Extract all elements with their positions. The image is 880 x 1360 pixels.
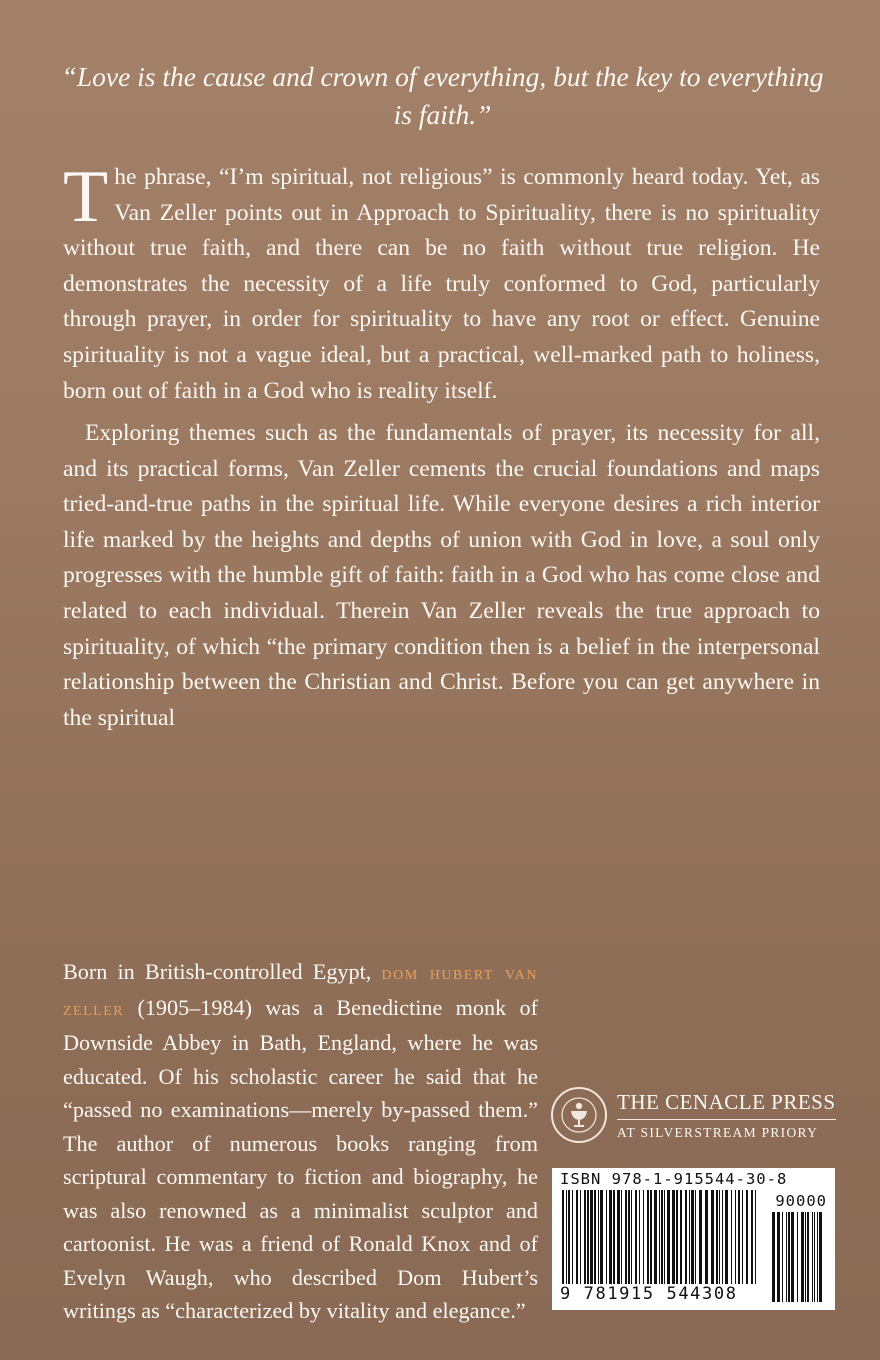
barcode-bar: [594, 1190, 596, 1290]
barcode-bar: [572, 1190, 573, 1290]
barcode-bar: [801, 1212, 804, 1302]
barcode-bar: [650, 1190, 652, 1290]
barcode-bar: [689, 1190, 690, 1290]
barcode-bar: [654, 1190, 657, 1290]
barcode-digits: 9 781915 544308: [560, 1284, 772, 1304]
barcode-bar: [742, 1190, 743, 1290]
barcode-bar: [587, 1190, 589, 1290]
barcode-bar: [584, 1190, 586, 1290]
publisher-name: THE CENACLE PRESS: [617, 1090, 836, 1120]
barcode-bar: [672, 1190, 675, 1290]
barcode-bar: [812, 1212, 813, 1302]
barcode-bar: [676, 1190, 678, 1290]
barcode-bar: [817, 1212, 818, 1302]
barcode-bar: [680, 1190, 682, 1290]
barcode-bar: [725, 1190, 728, 1290]
barcode-bar: [639, 1190, 640, 1290]
barcode-bar: [746, 1190, 748, 1290]
isbn-label: ISBN 978-1-915544-30-8: [560, 1170, 788, 1188]
bio-rest: (1905–1984) was a Benedictine monk of Downside Abbey in Bath, England, where he was educated. Of his scholastic career he said that he “passed no examinations—merely by-passed them.” The author of numerous books ranging from scriptural commentary to fiction and biography, he was also renowned as a minimalist sculptor and cartoonist. He was a friend of Ronald Knox and of Evelyn Waugh, who described Dom Hubert’s writings as “characterized by vitality and elegance.”: [63, 994, 538, 1323]
barcode-bar: [819, 1212, 822, 1302]
barcode-bar: [705, 1190, 708, 1290]
barcode-bar: [814, 1212, 815, 1302]
barcode-bar: [590, 1190, 593, 1290]
barcode-bar: [566, 1190, 567, 1290]
isbn-barcode: [552, 1168, 835, 1310]
barcode-bar: [755, 1190, 756, 1290]
barcode-bar: [699, 1190, 702, 1290]
price-code: 90000: [775, 1192, 827, 1210]
description-paragraph-2: [63, 416, 820, 736]
barcode-bar: [722, 1190, 723, 1290]
description-paragraph-1: [63, 156, 820, 409]
barcode-bar: [609, 1190, 612, 1290]
barcode-bar: [711, 1190, 714, 1290]
bio-intro: Born in British-controlled Egypt,: [63, 959, 372, 984]
epigraph-quote: “Love is the cause and crown of everything, but the key to everything is faith.”: [61, 61, 824, 130]
barcode-bar: [625, 1190, 627, 1290]
barcode-bar: [751, 1190, 753, 1290]
barcode-bar: [738, 1190, 740, 1290]
barcode-bar: [562, 1190, 564, 1290]
barcode-bar: [617, 1190, 620, 1290]
barcode-bar: [600, 1190, 603, 1290]
barcode-bar: [807, 1212, 809, 1302]
barcode-bar: [731, 1190, 732, 1290]
barcode-bar: [685, 1190, 687, 1290]
barcode-bar: [598, 1190, 599, 1290]
publisher-logo: [551, 1085, 839, 1145]
barcode-bar: [719, 1190, 720, 1290]
barcode-bar: [716, 1190, 718, 1290]
drop-cap: T: [63, 156, 109, 238]
barcode-bar: [631, 1190, 632, 1290]
barcode-bar: [580, 1190, 581, 1290]
barcode-bar: [621, 1190, 622, 1290]
barcode-bar: [643, 1190, 644, 1290]
barcode-bar: [772, 1212, 775, 1302]
barcode-bar: [647, 1190, 649, 1290]
barcode-bar: [613, 1190, 615, 1290]
barcode-bar: [691, 1190, 694, 1290]
barcode-bar: [628, 1190, 630, 1290]
barcode-bar: [777, 1212, 780, 1302]
barcode-bar: [735, 1190, 736, 1290]
barcode-bar: [786, 1212, 787, 1302]
author-name: dom hubert van zeller: [63, 962, 538, 1020]
barcode-bar: [782, 1212, 783, 1302]
barcode-bar: [659, 1190, 660, 1290]
barcode-bar: [695, 1190, 696, 1290]
barcode-bar: [568, 1190, 570, 1290]
barcode-bar: [664, 1190, 665, 1290]
barcode-bar: [606, 1190, 607, 1290]
barcode-bar: [788, 1212, 790, 1302]
barcode-bar: [797, 1212, 798, 1302]
barcode-bar: [791, 1212, 794, 1302]
barcode-bar: [667, 1190, 670, 1290]
price-barcode-bars: [770, 1212, 828, 1302]
barcode-bar: [576, 1190, 578, 1290]
barcode-bar: [635, 1190, 637, 1290]
description-paragraph-2-text: Exploring themes such as the fundamentals of prayer, its necessity for all, and its practical forms, Van Zeller cements the crucial foundations and maps tried-and-true paths in the spiritual life. While everyone desires a rich interior life marked by the heights and depths of union with God in love, a soul only progresses with the humble gift of faith: faith in a God who has come close and related to each individual. Therein Van Zeller reveals the true approach to spirituality, of which “the primary condition then is a belief in the interpersonal relationship between the Christian and Christ. Before you can get anywhere in the spiritual: [63, 420, 820, 731]
publisher-subtitle: AT SILVERSTREAM PRIORY: [617, 1124, 819, 1140]
barcode-bar: [805, 1212, 806, 1302]
chalice-seal-icon: [551, 1087, 607, 1143]
barcode-bars: [560, 1190, 760, 1290]
barcode-bar: [661, 1190, 663, 1290]
description-paragraph-1-text: he phrase, “I’m spiritual, not religious” is commonly heard today. Yet, as Van Zeller points out in Approach to Spirituality, there is no spirituality without true faith, and there can be no faith without true religion. He demonstrates the necessity of a life truly conformed to God, particularly through prayer, in order for spirituality to have any root or effect. Genuine spirituality is not a vague ideal, but a practical, well-marked path to holiness, born out of faith in a God who is reality itself.: [63, 164, 820, 404]
